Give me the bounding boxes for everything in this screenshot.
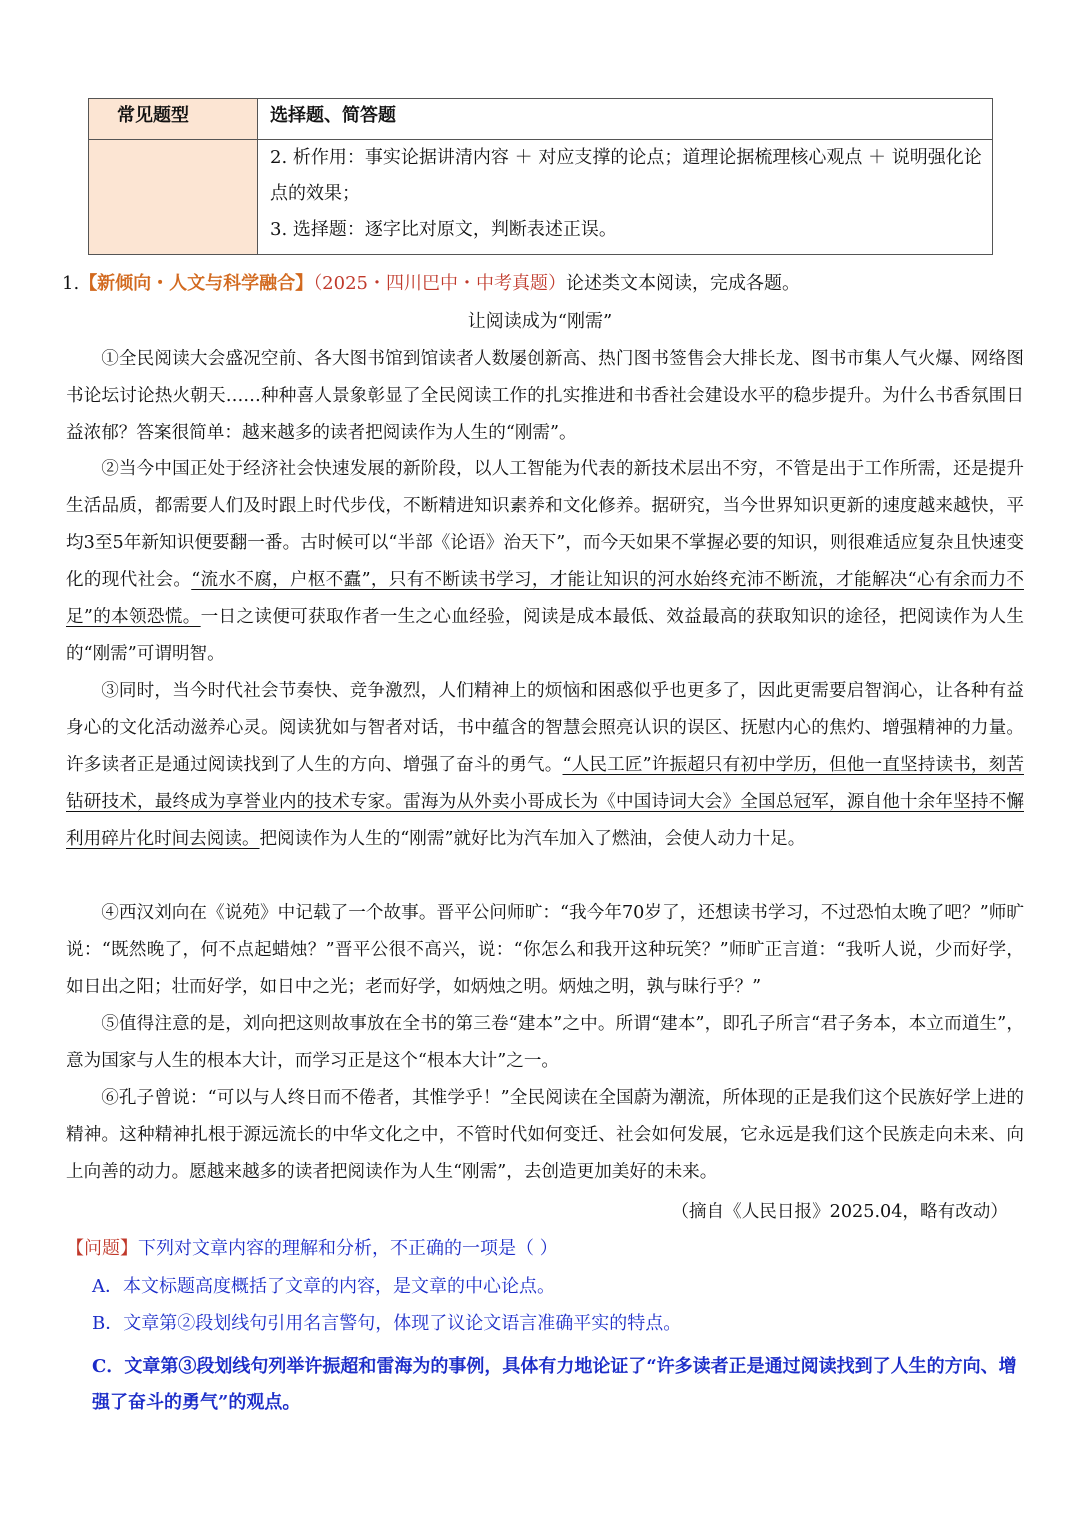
question-heading	[62, 272, 800, 296]
paragraph-text: ①全民阅读大会盛况空前、各大图书馆到馆读者人数屡创新高、热门图书签售会大排长龙、图书市集人气火爆、网络图书论坛讨论热火朝天……种种喜人景象彰显了全民阅读工作的扎实推进和书香社会建设水平的稳步提升。为什么书香氛围日益浓郁？答案很简单：越来越多的读者把阅读作为人生的“刚需”。	[66, 349, 1024, 443]
paragraph-text-a: ②当今中国正处于经济社会快速发展的新阶段，以人工智能为代表的新技术层出不穷，不管是出于工作所需，还是提升生活品质，都需要人们及时跟上时代步伐，不断精进知识素养和文化修养。据研究，当今世界知识更新的速度越来越快，平均3至5年新知识便要翻一番。古时候可以“半部《论语》治天下”，而今天如果不掌握必要的知识，则很难适应复杂且快速变化的现代社会。	[66, 459, 1024, 590]
mcq-option-b[interactable]: B．文章第②段划线句引用名言警句，体现了议论文语言准确平实的特点。	[92, 1313, 682, 1334]
mcq-option-a[interactable]: A．本文标题高度概括了文章的内容，是文章的中心论点。	[92, 1276, 555, 1297]
article-paragraph-4	[66, 895, 1024, 1006]
summary-table	[88, 98, 993, 255]
article-source: （摘自《人民日报》2025.04，略有改动）	[671, 1202, 1008, 1222]
mcq-stem	[66, 1237, 558, 1261]
article-paragraph-2	[66, 451, 1024, 673]
mcq-option-c[interactable]: C．文章第③段划线句列举许振超和雷海为的事例，具体有力地论证了“许多读者正是通过阅读找到了人生的方向、增强了奋斗的勇气”的观点。	[92, 1356, 1017, 1413]
paragraph-text: ⑤值得注意的是，刘向把这则故事放在全书的第三卷“建本”之中。所谓“建本”，即孔子所言“君子务本，本立而道生”，意为国家与人生的根本大计，而学习正是这个“根本大计”之一。	[66, 1014, 1024, 1071]
table-label-cell: 常见题型	[89, 99, 258, 140]
article-paragraph-3	[66, 673, 1024, 858]
question-number: 1.	[62, 273, 80, 294]
question-instruction: 论述类文本阅读，完成各题。	[566, 273, 800, 294]
question-tag: 【新倾向・人文与科学融合】	[79, 273, 314, 294]
underlined-sentence: “流水不腐，户枢不蠹”，只有不断读书学习，才能让知识的河水始终充沛不断流，才能解决“心有余而力不足”的本领恐慌。	[66, 570, 1024, 627]
table-value-cell	[258, 140, 993, 255]
paragraph-text	[66, 673, 1024, 858]
article-paragraph-6	[66, 1080, 1024, 1191]
article-paragraph-1	[66, 341, 1024, 452]
mcq-stem-text: 下列对文章内容的理解和分析，不正确的一项是（ ）	[138, 1238, 558, 1259]
mcq-tag: 【问题】	[66, 1238, 138, 1259]
question-source-tag: （2025・四川巴中・中考真题）	[313, 273, 566, 294]
table-label-cell	[89, 140, 258, 255]
article-paragraph-5	[66, 1006, 1024, 1080]
paragraph-text: ⑥孔子曾说：“可以与人终日而不倦者，其惟学乎！”全民阅读在全国蔚为潮流，所体现的正是我们这个民族好学上进的精神。这种精神扎根于源远流长的中华文化之中，不管时代如何变迁、社会如何发展，它永远是我们这个民族走向未来、向上向善的动力。愿越来越多的读者把阅读作为人生“刚需”，去创造更加美好的未来。	[66, 1088, 1024, 1182]
paragraph-text-b: 一日之读便可获取作者一生之心血经验，阅读是成本最低、效益最高的获取知识的途径，把阅读作为人生的“刚需”可谓明智。	[66, 607, 1024, 664]
table-line: 3. 选择题：逐字比对原文，判断表述正误。	[270, 219, 617, 240]
underlined-sentence: “人民工匠”许振超只有初中学历，但他一直坚持读书，刻苦钻研技术，最终成为享誉业内的技术专家。雷海为从外卖小哥成长为《中国诗词大会》全国总冠军，源自他十余年坚持不懈利用碎片化时间去阅读。	[66, 755, 1024, 849]
paragraph-text-b: 把阅读作为人生的“刚需”就好比为汽车加入了燃油，会使人动力十足。	[259, 829, 806, 849]
article-title: 让阅读成为“刚需”	[467, 311, 613, 332]
table-value-cell: 选择题、简答题	[258, 99, 993, 140]
paragraph-text	[66, 451, 1024, 673]
table-row	[89, 99, 993, 140]
paragraph-text-a: ③同时，当今时代社会节奏快、竞争激烈，人们精神上的烦恼和困惑似乎也更多了，因此更需要启智润心，让各种有益身心的文化活动滋养心灵。阅读犹如与智者对话，书中蕴含的智慧会照亮认识的误区、抚慰内心的焦灼、增强精神的力量。许多读者正是通过阅读找到了人生的方向、增强了奋斗的勇气。	[66, 681, 1024, 775]
table-line: 2. 析作用：事实论据讲清内容 ＋ 对应支撑的论点；道理论据梳理核心观点 ＋ 说明强化论点的效果；	[270, 147, 982, 204]
table-row	[89, 140, 993, 255]
paragraph-text: ④西汉刘向在《说苑》中记载了一个故事。晋平公问师旷：“我今年70岁了，还想读书学习，不过恐怕太晚了吧？”师旷说：“既然晚了，何不点起蜡烛？”晋平公很不高兴，说：“你怎么和我开这种玩笑？”师旷正言道：“我听人说，少而好学，如日出之阳；壮而好学，如日中之光；老而好学，如炳烛之明。炳烛之明，孰与昧行乎？”	[66, 903, 1024, 997]
